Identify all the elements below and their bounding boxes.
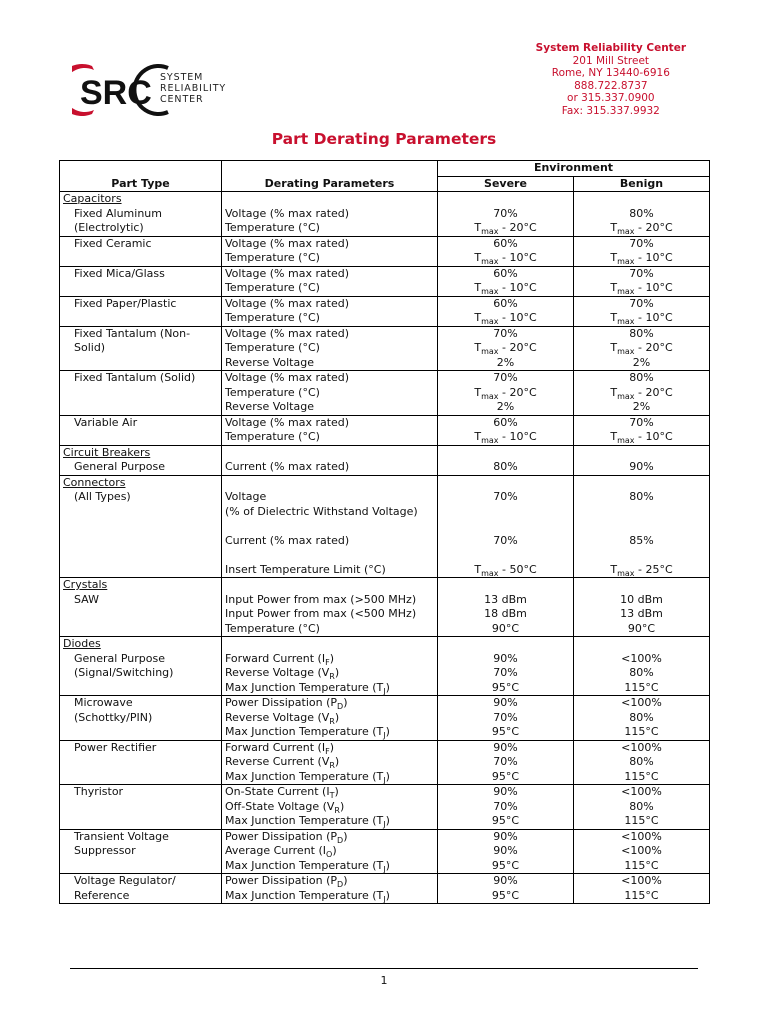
table-row: Voltage Regulator/ Reference Power Dissipation $(P_D)$ Max Junction Temperature $(T_J)$ 90% 95°C <100% 115°C <box>60 874 710 904</box>
col-part-type: Part Type <box>60 161 222 192</box>
footer-divider <box>70 968 698 969</box>
col-environment: Environment <box>438 161 710 177</box>
table-row: Fixed Tantalum (Solid) Voltage (% max rated) Temperature (°C) Reverse Voltage 70% $T_{max} - 20^\circ C$ 2% 80% $T_{max} - 20^\circ C$ 2% <box>60 371 710 416</box>
table-row: Variable Air Voltage (% max rated) Temperature (°C) 60% $T_{max} - 10^\circ C$ 70% $T_{max} - 10^\circ C$ <box>60 415 710 445</box>
table-row: Transient Voltage Suppressor Power Dissipation $(P_D)$ Average Current $(I_O)$ Max Junction Temperature $(T_J)$ 90% 90% 95°C <100% <100% 115°C <box>60 829 710 874</box>
fax: Fax: 315.337.9932 <box>561 104 660 117</box>
table-row: Fixed Paper/Plastic Voltage (% max rated) Temperature (°C) 60% $T_{max} - 10^\circ C$ 70% $T_{max} - 10^\circ C$ <box>60 296 710 326</box>
derating-table <box>59 160 710 904</box>
table-row: Connectors (All Types) Voltage (% of Dielectric Withstand Voltage) Current (% max rated) Insert Temperature Limit (°C) 70% 70% $T_{max} - 50^\circ C$ 80% 85% $T_{max} - 25^\circ C$ <box>60 475 710 578</box>
col-severe: Severe <box>438 176 574 192</box>
table-row: Fixed Tantalum (Non- Solid) Voltage (% max rated) Temperature (°C) Reverse Voltage 70% $T_{max} - 20^\circ C$ 2% 80% $T_{max} - 20^\circ C$ 2% <box>60 326 710 371</box>
org-name: System Reliability Center <box>535 42 686 54</box>
street: 201 Mill Street <box>572 54 650 67</box>
table-row: Microwave (Schottky/PIN) Power Dissipation $(P_D)$ Reverse Voltage $(V_R)$ Max Junction Temperature $(T_J)$ 90% 70% 95°C <100% 80% 115°C <box>60 696 710 741</box>
col-derating: Derating Parameters <box>222 161 438 192</box>
logo-text: SYSTEM RELIABILITY CENTER <box>160 72 227 105</box>
table-row: Power Rectifier Forward Current $(I_F)$ Reverse Current $(V_R)$ Max Junction Temperature $(T_J)$ 90% 70% 95°C <100% 80% 115°C <box>60 740 710 785</box>
phone-1: 888.722.8737 <box>574 79 648 92</box>
table-row: Capacitors Fixed Aluminum (Electrolytic) Voltage (% max rated) Temperature (°C) 70% $T_{max} - 20^\circ C$ 80% $T_{max} - 20^\circ C$ <box>60 192 710 237</box>
table-row: Crystals SAW Input Power from max (>500 MHz) Input Power from max (<500 MHz) Temperature (°C) 13 dBm 18 dBm 90°C 10 dBm 13 dBm 90°C <box>60 578 710 637</box>
table-row: Fixed Mica/Glass Voltage (% max rated) Temperature (°C) 60% $T_{max} - 10^\circ C$ 70% $T_{max} - 10^\circ C$ <box>60 266 710 296</box>
table-row: Thyristor On-State Current $(I_T)$ Off-State Voltage $(V_R)$ Max Junction Temperature $(T_J)$ 90% 70% 95°C <100% 80% 115°C <box>60 785 710 830</box>
table-row: Circuit Breakers General Purpose Current (% max rated) 80% 90% <box>60 445 710 475</box>
logo-mark: SRC <box>80 74 152 112</box>
phone-2: or 315.337.0900 <box>567 92 655 105</box>
table-row: Fixed Ceramic Voltage (% max rated) Temperature (°C) 60% $T_{max} - 10^\circ C$ 70% $T_{max} - 10^\circ C$ <box>60 236 710 266</box>
col-benign: Benign <box>574 176 710 192</box>
contact-block <box>536 42 686 118</box>
page-number: 1 <box>380 974 388 987</box>
page-title: Part Derating Parameters <box>271 130 497 148</box>
city: Rome, NY 13440-6916 <box>551 67 670 80</box>
table-row: Diodes General Purpose (Signal/Switching) Forward Current $(I_F)$ Reverse Voltage $(V_R)$ Max Junction Temperature $(T_J)$ 90% 70% 95°C <100% 80% 115°C <box>60 637 710 696</box>
